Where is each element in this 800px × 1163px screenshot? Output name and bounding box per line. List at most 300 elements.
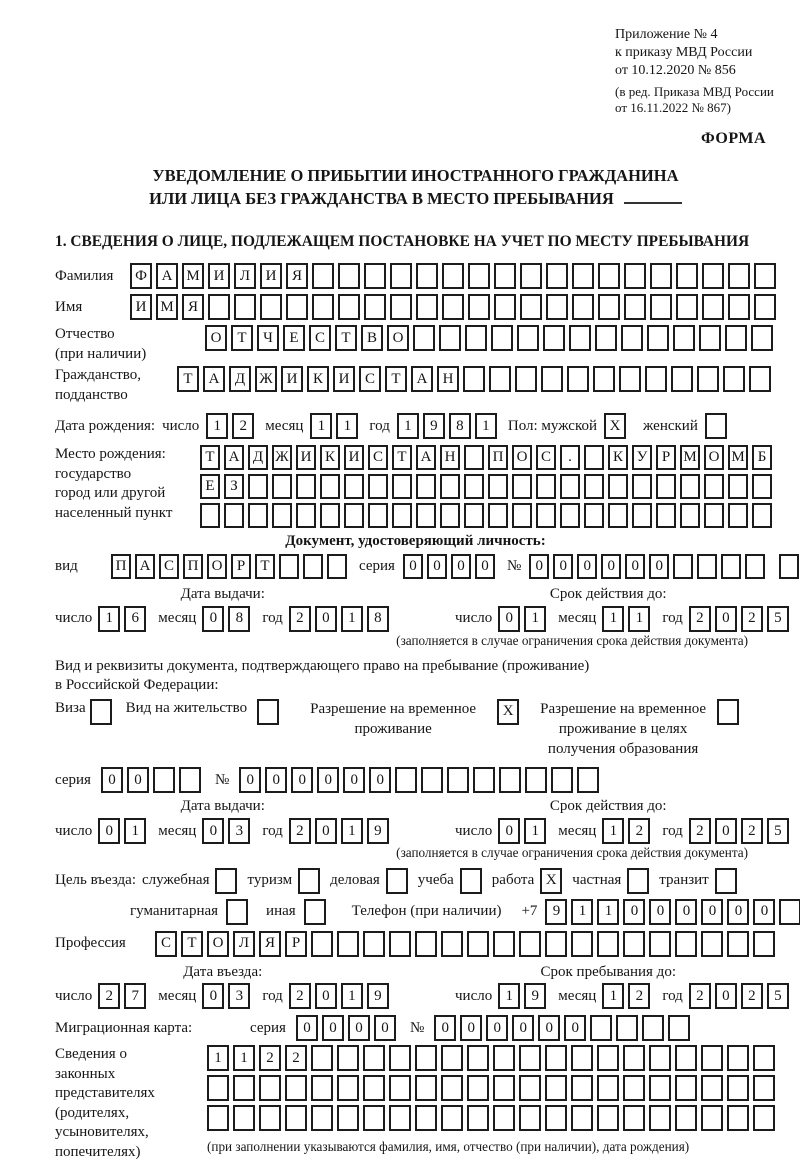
surname-cell[interactable] (364, 263, 386, 289)
entry-day-cell[interactable]: 2 (98, 983, 120, 1009)
citizenship-cell[interactable] (541, 366, 563, 392)
representatives-cell[interactable] (363, 1045, 385, 1071)
doc-type-cell[interactable]: П (111, 554, 131, 579)
representatives-cell[interactable] (311, 1045, 333, 1071)
stay-month-cell[interactable]: 2 (628, 983, 650, 1009)
other-checkbox[interactable] (304, 899, 326, 925)
representatives-cell[interactable] (649, 1105, 671, 1131)
entry-month-cell[interactable]: 3 (228, 983, 250, 1009)
representatives-cell[interactable] (337, 1045, 359, 1071)
name-cell[interactable] (260, 294, 282, 320)
surname-cell[interactable] (702, 263, 724, 289)
representatives-cell[interactable] (467, 1045, 489, 1071)
residence-series-cell[interactable]: 0 (127, 767, 149, 793)
expiry-month-cell[interactable]: 1 (628, 606, 650, 632)
birth-year-cell[interactable]: 1 (397, 413, 419, 439)
birth-place-cell[interactable] (632, 474, 652, 499)
migration-number-cell[interactable]: 0 (486, 1015, 508, 1041)
name-cell[interactable] (702, 294, 724, 320)
name-cell[interactable] (520, 294, 542, 320)
representatives-cell[interactable] (649, 1045, 671, 1071)
patronymic-cell[interactable] (751, 325, 773, 351)
surname-cell[interactable] (416, 263, 438, 289)
surname-cell[interactable] (520, 263, 542, 289)
representatives-cell[interactable]: 2 (259, 1045, 281, 1071)
patronymic-cell[interactable] (491, 325, 513, 351)
representatives-cell[interactable]: 2 (285, 1045, 307, 1071)
migration-series-cell[interactable]: 0 (374, 1015, 396, 1041)
birth-place-cell[interactable]: И (344, 445, 364, 470)
citizenship-cell[interactable] (515, 366, 537, 392)
representatives-cell[interactable] (363, 1105, 385, 1131)
birth-place-cell[interactable] (248, 474, 268, 499)
birth-place-cell[interactable]: Н (440, 445, 460, 470)
birth-place-cell[interactable] (512, 503, 532, 528)
representatives-cell[interactable] (675, 1045, 697, 1071)
doc-number-cell[interactable] (721, 554, 741, 579)
profession-cell[interactable] (753, 931, 775, 957)
patronymic-cell[interactable]: Т (335, 325, 357, 351)
representatives-cell[interactable] (727, 1045, 749, 1071)
name-cell[interactable] (598, 294, 620, 320)
residence-series-cell[interactable] (179, 767, 201, 793)
stay-day-cell[interactable]: 9 (524, 983, 546, 1009)
issue-year-cell[interactable]: 2 (289, 606, 311, 632)
citizenship-cell[interactable]: И (281, 366, 303, 392)
doc-number-cell[interactable] (697, 554, 717, 579)
birth-place-cell[interactable] (704, 503, 724, 528)
birth-place-cell[interactable] (680, 503, 700, 528)
expiry-month-cell[interactable]: 1 (602, 606, 624, 632)
surname-cell[interactable]: Я (286, 263, 308, 289)
stay-day-cell[interactable]: 1 (498, 983, 520, 1009)
birth-place-cell[interactable]: О (704, 445, 724, 470)
representatives-cell[interactable] (389, 1075, 411, 1101)
residence-issue-year-cell[interactable]: 0 (315, 818, 337, 844)
name-cell[interactable]: Я (182, 294, 204, 320)
name-cell[interactable] (676, 294, 698, 320)
patronymic-cell[interactable]: Т (231, 325, 253, 351)
entry-day-cell[interactable]: 7 (124, 983, 146, 1009)
birth-place-cell[interactable] (752, 474, 772, 499)
surname-cell[interactable] (546, 263, 568, 289)
residence-number-cell[interactable]: 0 (239, 767, 261, 793)
name-cell[interactable] (650, 294, 672, 320)
doc-type-cell[interactable]: О (207, 554, 227, 579)
surname-cell[interactable]: М (182, 263, 204, 289)
doc-type-cell[interactable]: С (159, 554, 179, 579)
expiry-day-cell[interactable]: 1 (524, 606, 546, 632)
expiry-year-cell[interactable]: 0 (715, 606, 737, 632)
name-cell[interactable]: М (156, 294, 178, 320)
representatives-cell[interactable] (337, 1075, 359, 1101)
representatives-cell[interactable] (233, 1105, 255, 1131)
representatives-cell[interactable] (285, 1075, 307, 1101)
residence-expiry-day-cell[interactable]: 0 (498, 818, 520, 844)
doc-number-cell[interactable]: 0 (529, 554, 549, 579)
entry-year-cell[interactable]: 1 (341, 983, 363, 1009)
temp-residence-edu-checkbox[interactable] (717, 699, 739, 725)
birth-month-cell[interactable]: 1 (310, 413, 332, 439)
residence-expiry-year-cell[interactable]: 2 (689, 818, 711, 844)
phone-cell[interactable]: 9 (545, 899, 567, 925)
birth-place-cell[interactable]: П (488, 445, 508, 470)
profession-cell[interactable] (337, 931, 359, 957)
birth-place-cell[interactable] (320, 474, 340, 499)
birth-place-cell[interactable] (656, 503, 676, 528)
doc-type-cell[interactable]: А (135, 554, 155, 579)
birth-place-cell[interactable]: Т (200, 445, 220, 470)
birth-place-cell[interactable] (200, 503, 220, 528)
business-checkbox[interactable] (386, 868, 408, 894)
birth-place-cell[interactable] (464, 503, 484, 528)
profession-cell[interactable]: Т (181, 931, 203, 957)
profession-cell[interactable] (675, 931, 697, 957)
birth-place-cell[interactable] (536, 474, 556, 499)
phone-cell[interactable] (779, 899, 800, 925)
profession-cell[interactable] (727, 931, 749, 957)
representatives-cell[interactable] (545, 1105, 567, 1131)
citizenship-cell[interactable]: Д (229, 366, 251, 392)
birth-place-cell[interactable] (440, 503, 460, 528)
entry-year-cell[interactable]: 2 (289, 983, 311, 1009)
citizenship-cell[interactable]: А (203, 366, 225, 392)
birth-place-cell[interactable] (392, 474, 412, 499)
name-cell[interactable] (494, 294, 516, 320)
representatives-cell[interactable]: 1 (233, 1045, 255, 1071)
patronymic-cell[interactable] (517, 325, 539, 351)
doc-type-cell[interactable] (279, 554, 299, 579)
stay-year-cell[interactable]: 2 (741, 983, 763, 1009)
representatives-cell[interactable] (623, 1045, 645, 1071)
surname-cell[interactable]: И (208, 263, 230, 289)
surname-cell[interactable]: Ф (130, 263, 152, 289)
surname-cell[interactable] (312, 263, 334, 289)
name-cell[interactable] (728, 294, 750, 320)
representatives-cell[interactable] (441, 1045, 463, 1071)
birth-place-cell[interactable] (488, 503, 508, 528)
patronymic-cell[interactable] (465, 325, 487, 351)
birth-place-cell[interactable]: С (368, 445, 388, 470)
stay-month-cell[interactable]: 1 (602, 983, 624, 1009)
male-checkbox[interactable]: X (604, 413, 626, 439)
surname-cell[interactable] (598, 263, 620, 289)
name-cell[interactable] (754, 294, 776, 320)
representatives-cell[interactable] (727, 1105, 749, 1131)
birth-place-cell[interactable] (464, 445, 484, 470)
birth-year-cell[interactable]: 1 (475, 413, 497, 439)
profession-cell[interactable]: О (207, 931, 229, 957)
representatives-cell[interactable] (753, 1075, 775, 1101)
representatives-cell[interactable] (467, 1105, 489, 1131)
name-cell[interactable] (468, 294, 490, 320)
birth-place-cell[interactable] (344, 474, 364, 499)
stay-year-cell[interactable]: 2 (689, 983, 711, 1009)
birth-place-cell[interactable] (584, 503, 604, 528)
patronymic-cell[interactable] (725, 325, 747, 351)
representatives-cell[interactable] (623, 1075, 645, 1101)
migration-series-cell[interactable]: 0 (348, 1015, 370, 1041)
profession-cell[interactable] (467, 931, 489, 957)
humanitarian-checkbox[interactable] (226, 899, 248, 925)
study-checkbox[interactable] (460, 868, 482, 894)
patronymic-cell[interactable] (699, 325, 721, 351)
birth-place-cell[interactable] (272, 503, 292, 528)
birth-place-cell[interactable] (536, 503, 556, 528)
issue-year-cell[interactable]: 8 (367, 606, 389, 632)
expiry-year-cell[interactable]: 2 (741, 606, 763, 632)
birth-place-cell[interactable] (728, 503, 748, 528)
female-checkbox[interactable] (705, 413, 727, 439)
birth-place-cell[interactable]: И (296, 445, 316, 470)
birth-place-cell[interactable] (608, 474, 628, 499)
migration-number-cell[interactable] (642, 1015, 664, 1041)
birth-place-cell[interactable] (728, 474, 748, 499)
citizenship-cell[interactable] (749, 366, 771, 392)
citizenship-cell[interactable] (567, 366, 589, 392)
profession-cell[interactable] (597, 931, 619, 957)
birth-place-cell[interactable] (488, 474, 508, 499)
official-checkbox[interactable] (215, 868, 237, 894)
representatives-cell[interactable] (311, 1105, 333, 1131)
residence-number-cell[interactable] (577, 767, 599, 793)
birth-place-cell[interactable] (416, 474, 436, 499)
doc-type-cell[interactable]: Р (231, 554, 251, 579)
birth-place-cell[interactable] (224, 503, 244, 528)
residence-number-cell[interactable] (421, 767, 443, 793)
patronymic-cell[interactable]: Е (283, 325, 305, 351)
name-cell[interactable] (208, 294, 230, 320)
representatives-cell[interactable] (363, 1075, 385, 1101)
doc-number-cell[interactable]: 0 (577, 554, 597, 579)
doc-number-cell[interactable] (745, 554, 765, 579)
work-checkbox[interactable]: X (540, 868, 562, 894)
doc-type-cell[interactable]: Т (255, 554, 275, 579)
name-cell[interactable] (364, 294, 386, 320)
citizenship-cell[interactable]: А (411, 366, 433, 392)
birth-place-cell[interactable]: З (224, 474, 244, 499)
entry-year-cell[interactable]: 9 (367, 983, 389, 1009)
birth-year-cell[interactable]: 9 (423, 413, 445, 439)
representatives-cell[interactable] (753, 1105, 775, 1131)
profession-cell[interactable] (441, 931, 463, 957)
migration-series-cell[interactable]: 0 (296, 1015, 318, 1041)
citizenship-cell[interactable]: И (333, 366, 355, 392)
birth-place-cell[interactable] (368, 474, 388, 499)
residence-issue-year-cell[interactable]: 9 (367, 818, 389, 844)
representatives-cell[interactable] (337, 1105, 359, 1131)
birth-place-cell[interactable]: Д (248, 445, 268, 470)
citizenship-cell[interactable] (489, 366, 511, 392)
temp-residence-checkbox[interactable]: X (497, 699, 519, 725)
phone-cell[interactable]: 0 (623, 899, 645, 925)
surname-cell[interactable] (494, 263, 516, 289)
birth-month-cell[interactable]: 1 (336, 413, 358, 439)
birth-place-cell[interactable]: К (320, 445, 340, 470)
representatives-cell[interactable] (701, 1105, 723, 1131)
doc-number-cell[interactable]: 0 (601, 554, 621, 579)
citizenship-cell[interactable] (593, 366, 615, 392)
birth-place-cell[interactable] (752, 503, 772, 528)
name-cell[interactable] (546, 294, 568, 320)
representatives-cell[interactable] (597, 1075, 619, 1101)
birth-place-cell[interactable]: А (416, 445, 436, 470)
doc-type-cell[interactable] (303, 554, 323, 579)
doc-series-cell[interactable]: 0 (403, 554, 423, 579)
profession-cell[interactable] (623, 931, 645, 957)
profession-cell[interactable] (389, 931, 411, 957)
residence-number-cell[interactable]: 0 (291, 767, 313, 793)
representatives-cell[interactable] (493, 1045, 515, 1071)
birth-place-cell[interactable]: Е (200, 474, 220, 499)
birth-place-cell[interactable]: О (512, 445, 532, 470)
migration-number-cell[interactable]: 0 (434, 1015, 456, 1041)
residence-expiry-month-cell[interactable]: 2 (628, 818, 650, 844)
residence-number-cell[interactable]: 0 (317, 767, 339, 793)
issue-month-cell[interactable]: 0 (202, 606, 224, 632)
issue-year-cell[interactable]: 1 (341, 606, 363, 632)
representatives-cell[interactable] (571, 1045, 593, 1071)
migration-number-cell[interactable] (616, 1015, 638, 1041)
citizenship-cell[interactable] (463, 366, 485, 392)
birth-place-cell[interactable] (368, 503, 388, 528)
citizenship-cell[interactable]: Т (177, 366, 199, 392)
residence-number-cell[interactable] (473, 767, 495, 793)
phone-cell[interactable]: 0 (675, 899, 697, 925)
representatives-cell[interactable] (701, 1075, 723, 1101)
expiry-year-cell[interactable]: 5 (767, 606, 789, 632)
birth-place-cell[interactable] (272, 474, 292, 499)
residence-series-cell[interactable] (153, 767, 175, 793)
name-cell[interactable] (624, 294, 646, 320)
surname-cell[interactable] (676, 263, 698, 289)
name-cell[interactable] (442, 294, 464, 320)
migration-number-cell[interactable]: 0 (538, 1015, 560, 1041)
birth-place-cell[interactable] (632, 503, 652, 528)
surname-cell[interactable] (650, 263, 672, 289)
representatives-cell[interactable] (259, 1105, 281, 1131)
birth-place-cell[interactable] (296, 474, 316, 499)
birth-place-cell[interactable] (296, 503, 316, 528)
migration-number-cell[interactable] (668, 1015, 690, 1041)
citizenship-cell[interactable]: С (359, 366, 381, 392)
representatives-cell[interactable] (649, 1075, 671, 1101)
representatives-cell[interactable]: 1 (207, 1045, 229, 1071)
phone-cell[interactable]: 1 (571, 899, 593, 925)
profession-cell[interactable] (493, 931, 515, 957)
surname-cell[interactable]: И (260, 263, 282, 289)
surname-cell[interactable] (572, 263, 594, 289)
birth-place-cell[interactable] (440, 474, 460, 499)
representatives-cell[interactable] (519, 1105, 541, 1131)
birth-place-cell[interactable]: . (560, 445, 580, 470)
residence-expiry-year-cell[interactable]: 0 (715, 818, 737, 844)
birth-place-cell[interactable]: Р (656, 445, 676, 470)
residence-number-cell[interactable]: 0 (369, 767, 391, 793)
profession-cell[interactable] (701, 931, 723, 957)
birth-place-cell[interactable]: Б (752, 445, 772, 470)
surname-cell[interactable] (624, 263, 646, 289)
citizenship-cell[interactable] (723, 366, 745, 392)
birth-place-cell[interactable] (512, 474, 532, 499)
doc-series-cell[interactable]: 0 (475, 554, 495, 579)
profession-cell[interactable] (545, 931, 567, 957)
birth-place-cell[interactable]: Т (392, 445, 412, 470)
phone-cell[interactable]: 0 (649, 899, 671, 925)
residence-issue-year-cell[interactable]: 2 (289, 818, 311, 844)
citizenship-cell[interactable] (697, 366, 719, 392)
profession-cell[interactable] (519, 931, 541, 957)
representatives-cell[interactable] (623, 1105, 645, 1131)
birth-year-cell[interactable]: 8 (449, 413, 471, 439)
citizenship-cell[interactable]: Н (437, 366, 459, 392)
representatives-cell[interactable] (285, 1105, 307, 1131)
issue-day-cell[interactable]: 6 (124, 606, 146, 632)
birth-place-cell[interactable] (584, 474, 604, 499)
entry-month-cell[interactable]: 0 (202, 983, 224, 1009)
migration-number-cell[interactable]: 0 (512, 1015, 534, 1041)
profession-cell[interactable] (311, 931, 333, 957)
birth-place-cell[interactable]: Ж (272, 445, 292, 470)
name-cell[interactable] (234, 294, 256, 320)
expiry-day-cell[interactable]: 0 (498, 606, 520, 632)
profession-cell[interactable]: Р (285, 931, 307, 957)
issue-month-cell[interactable]: 8 (228, 606, 250, 632)
residence-issue-month-cell[interactable]: 0 (202, 818, 224, 844)
patronymic-cell[interactable] (621, 325, 643, 351)
doc-series-cell[interactable]: 0 (451, 554, 471, 579)
representatives-cell[interactable] (519, 1045, 541, 1071)
residence-issue-day-cell[interactable]: 0 (98, 818, 120, 844)
stay-year-cell[interactable]: 0 (715, 983, 737, 1009)
patronymic-cell[interactable]: В (361, 325, 383, 351)
migration-number-cell[interactable]: 0 (564, 1015, 586, 1041)
transit-checkbox[interactable] (715, 868, 737, 894)
profession-cell[interactable] (415, 931, 437, 957)
birth-place-cell[interactable] (248, 503, 268, 528)
representatives-cell[interactable] (311, 1075, 333, 1101)
patronymic-cell[interactable] (569, 325, 591, 351)
surname-cell[interactable] (754, 263, 776, 289)
residence-expiry-year-cell[interactable]: 2 (741, 818, 763, 844)
doc-type-cell[interactable]: П (183, 554, 203, 579)
profession-cell[interactable] (571, 931, 593, 957)
citizenship-cell[interactable]: Т (385, 366, 407, 392)
representatives-cell[interactable] (259, 1075, 281, 1101)
visa-checkbox[interactable] (90, 699, 112, 725)
doc-number-cell[interactable] (779, 554, 799, 579)
representatives-cell[interactable] (467, 1075, 489, 1101)
doc-number-cell[interactable] (673, 554, 693, 579)
birth-place-cell[interactable]: У (632, 445, 652, 470)
name-cell[interactable] (390, 294, 412, 320)
doc-number-cell[interactable]: 0 (649, 554, 669, 579)
surname-cell[interactable] (390, 263, 412, 289)
patronymic-cell[interactable]: Ч (257, 325, 279, 351)
representatives-cell[interactable] (571, 1075, 593, 1101)
birth-place-cell[interactable] (560, 503, 580, 528)
patronymic-cell[interactable]: О (205, 325, 227, 351)
doc-number-cell[interactable]: 0 (625, 554, 645, 579)
residence-number-cell[interactable] (525, 767, 547, 793)
representatives-cell[interactable] (701, 1045, 723, 1071)
phone-cell[interactable]: 0 (701, 899, 723, 925)
name-cell[interactable] (312, 294, 334, 320)
birth-place-cell[interactable] (680, 474, 700, 499)
representatives-cell[interactable] (727, 1075, 749, 1101)
name-cell[interactable] (572, 294, 594, 320)
representatives-cell[interactable] (389, 1105, 411, 1131)
